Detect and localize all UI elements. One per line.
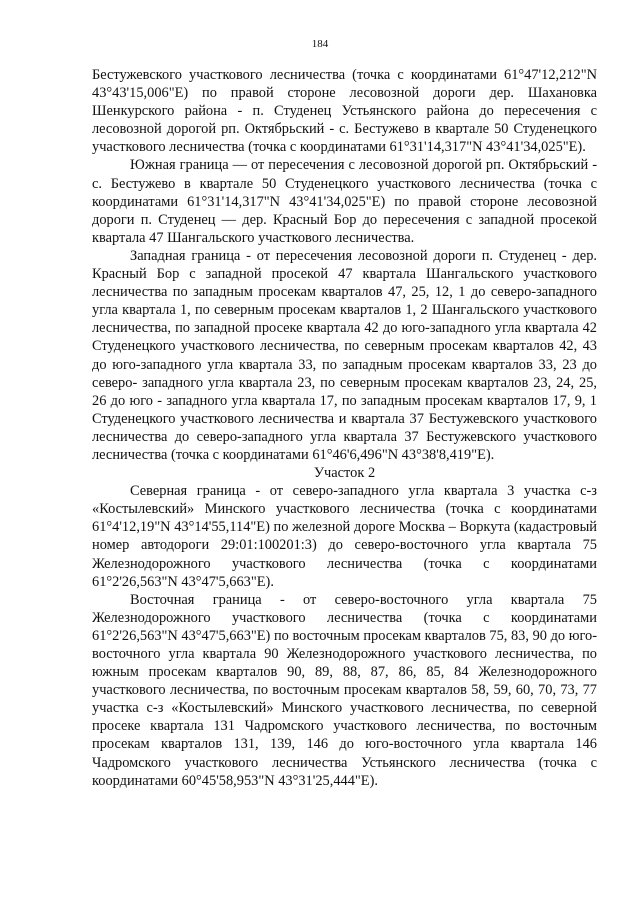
paragraph-west-border: Западная граница - от пересечения лесовозной дороги п. Студенец - дер. Красный Бор с западной просекой 47 квартала Шангальского участкового лесничества по западным просекам кварталов 47, 25, 12, 1 до северо-западного угла квартала 1, по северным просекам кварталов 1, 2 Шангальского участкового лесничества, по западной просеке квартала 42 до юго-западного угла квартала 42 Студенецкого участкового лесничества, по северным просекам кварталов 42, 43 до юго-западного угла квартала 33, по западным просекам кварталов 33, 23 до северо- западного угла квартала 23, по северным просекам кварталов 23, 24, 25, 26 до юго - западного угла квартала 17, по западным просекам кварталов 17, 9, 1 Студенецкого участкового лесничества и квартала 37 Бестужевского участкового лесничества до северо-западного угла квартала 37 Бестужевского участкового лесничества (точка с координатами 61°46'6,496"N 43°38'8,419"E).: [92, 247, 597, 463]
paragraph-east-border: Восточная граница - от северо-восточного угла квартала 75 Железнодорожного участкового лесничества (точка с координатами 61°2'26,563"N 43°47'5,663"E) по восточным просекам кварталов 75, 83, 90 до юго-восточного угла квартала 90 Железнодорожного участкового лесничества, по южным просекам кварталов 90, 89, 88, 87, 86, 85, 84 Железнодорожного участкового лесничества, по восточным просекам кварталов 58, 59, 60, 70, 73, 77 участка с-з «Костылевский» Минского участкового лесничества, по северной просеке квартала 131 Чадромского участкового лесничества, по восточным просекам кварталов 131, 139, 146 до юго-восточного угла квартала 146 Чадромского участкового лесничества Устьянского лесничества (точка с координатами 60°45'58,953"N 43°31'25,444"E).: [92, 591, 597, 789]
paragraph-continuation: Бестужевского участкового лесничества (точка с координатами 61°47'12,212"N 43°43'15,006"E) по правой стороне лесовозной дороги дер. Шахановка Шенкурского района - п. Студенец Устьянского района до пересечения с лесовозной дорогой рп. Октябрьский - с. Бестужево в квартале 50 Студенецкого участкового лесничества (точка с координатами 61°31'14,317"N 43°41'34,025"E).: [92, 67, 597, 156]
section-heading: Участок 2: [313, 465, 376, 482]
document-body: [92, 66, 597, 790]
paragraph-south-border: Южная граница — от пересечения с лесовозной дорогой рп. Октябрьский - с. Бестужево в квартале 50 Студенецкого участкового лесничества (точка с координатами 61°31'14,317"N 43°41'34,025"E) по правой стороне лесовозной дороги п. Студенец — дер. Красный Бор до пересечения с западной просекой квартала 47 Шангальского участкового лесничества.: [92, 157, 597, 246]
paragraph-north-border: Северная граница - от северо-западного угла квартала 3 участка с-з «Костылевский» Минского участкового лесничества (точка с координатами 61°4'12,19"N 43°14'55,114"E) по железной дороге Москва – Воркута (кадастровый номер автодороги 29:01:100201:3) до северо-восточного угла квартала 75 Железнодорожного участкового лесничества (точка с координатами 61°2'26,563"N 43°47'5,663"E).: [92, 483, 597, 590]
page-number: 184: [311, 38, 329, 50]
